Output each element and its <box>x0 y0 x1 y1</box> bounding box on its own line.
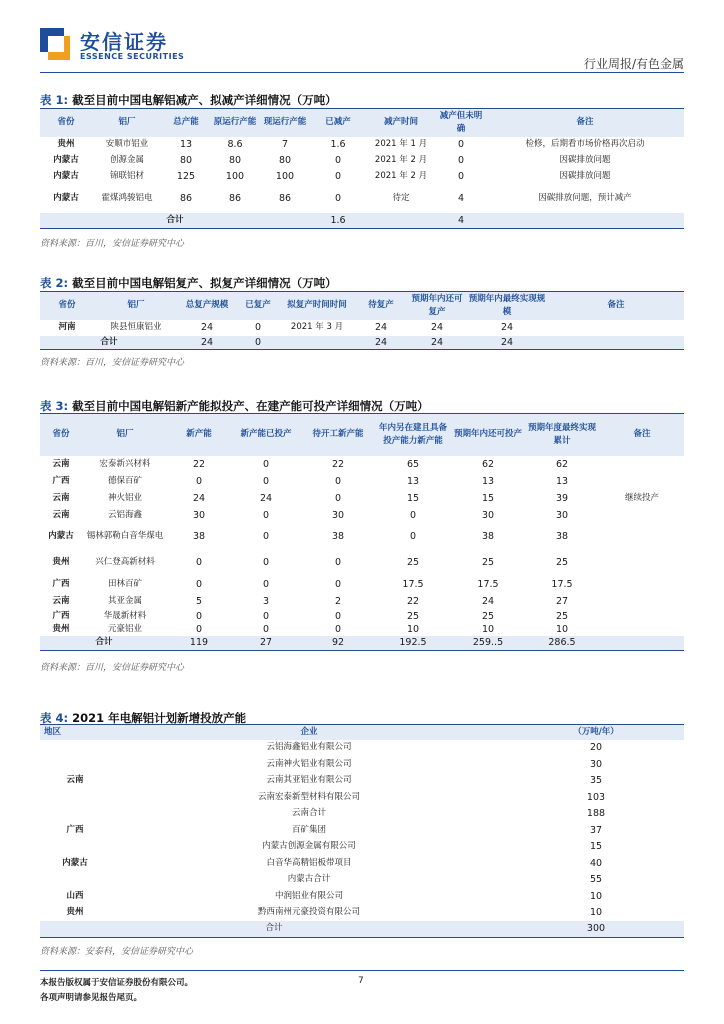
table-cell: 30 <box>481 509 495 521</box>
total-cell: 286.5 <box>524 636 600 651</box>
table-cell: 0 <box>457 171 465 182</box>
total-cell: 27 <box>230 636 302 651</box>
total-label: 合计 <box>40 213 310 229</box>
table-cell: 10 <box>406 623 420 635</box>
table-cell <box>40 839 110 856</box>
table-cell: 内蒙古 <box>48 531 74 541</box>
table4-header-cell: 企业 <box>110 725 508 740</box>
table-cell: 24 <box>481 595 495 607</box>
table2-header-cell: 备注 <box>548 292 684 320</box>
table-row <box>40 623 684 636</box>
table4-total-row <box>40 921 684 937</box>
table3-header-cell: 待开工新产能 <box>302 414 374 456</box>
table-cell: 广西 <box>52 475 70 486</box>
table-row <box>40 756 684 773</box>
table-cell: 65 <box>406 458 420 470</box>
table2-header-cell: 铝厂 <box>94 292 178 320</box>
table1-caption: 截至目前中国电解铝减产、拟减产详细情况（万吨） <box>72 93 337 107</box>
table-cell: 0 <box>254 322 262 333</box>
table-cell: 0 <box>409 509 417 521</box>
table3-header-cell: 新产能 <box>168 414 230 456</box>
table-row <box>40 320 684 336</box>
table-cell: 元豪铝业 <box>107 623 142 634</box>
table1-header-row <box>40 109 684 137</box>
table-cell: 13 <box>555 475 569 487</box>
table-cell: 神火铝业 <box>107 492 142 503</box>
table-cell: 30 <box>331 509 345 521</box>
table1-label: 表 1: <box>40 93 69 107</box>
table-cell: 云南宏泰新型材料有限公司 <box>257 791 360 802</box>
table-cell: 云南神火铝业有限公司 <box>266 758 352 769</box>
table1-total-row <box>40 213 684 229</box>
table-cell <box>548 320 684 336</box>
table-cell: 内蒙古 <box>53 193 79 203</box>
table-cell <box>40 789 110 806</box>
total-cell: 24 <box>178 336 236 350</box>
table3-header-cell: 新产能已投产 <box>230 414 302 456</box>
table-cell: 103 <box>586 791 606 803</box>
table3-header-row <box>40 414 684 456</box>
table-cell: 37 <box>589 824 603 836</box>
table-cell: 0 <box>457 139 465 150</box>
table-cell: 宏泰新兴材料 <box>99 458 151 469</box>
table-cell: 德保百矿 <box>107 475 142 486</box>
table-cell: 云南 <box>66 775 84 786</box>
table1-header-cell: 省份 <box>40 109 92 137</box>
table-row <box>40 789 684 806</box>
table-cell: 0 <box>262 610 270 622</box>
table-cell: 0 <box>334 492 342 504</box>
table-cell: 10 <box>589 907 603 919</box>
table1-header-cell: 总产能 <box>162 109 210 137</box>
table-cell: 0 <box>262 623 270 635</box>
table3-header-cell: 铝厂 <box>82 414 168 456</box>
logo-mark-icon <box>40 28 70 60</box>
table-row <box>40 185 684 213</box>
table2-header-cell: 省份 <box>40 292 94 320</box>
table-cell: 0 <box>262 557 270 568</box>
table-cell: 云南其亚铝业有限公司 <box>266 775 352 786</box>
table-cell: 10 <box>555 623 569 635</box>
table-cell: 86 <box>228 193 242 204</box>
table-cell: 0 <box>409 531 417 542</box>
table3-source: 资料来源：百川，安信证券研究中心 <box>40 663 185 673</box>
total-label: 合计 <box>40 336 178 350</box>
table-cell: 86 <box>278 193 292 204</box>
table-cell: 25 <box>555 610 569 622</box>
table-cell: 待定 <box>392 193 410 203</box>
total-cell: 0 <box>236 336 280 350</box>
table2-header-cell: 待复产 <box>354 292 408 320</box>
table-cell: 188 <box>586 808 606 820</box>
table-cell: 检修，后期看市场价格再次启动 <box>525 139 645 149</box>
table-cell: 安顺市铝业 <box>105 139 149 149</box>
table-row <box>40 507 684 524</box>
table-cell: 24 <box>430 322 444 333</box>
table2-header-cell: 总复产规模 <box>178 292 236 320</box>
table4-header-row <box>40 725 684 740</box>
table3-total-row <box>40 636 684 651</box>
table3-header-cell: 年内另在建且具备投产能力新产能 <box>374 414 452 456</box>
table-cell: 38 <box>555 531 569 542</box>
table-cell: 云南 <box>52 509 70 520</box>
table1-header-cell: 原运行产能 <box>210 109 260 137</box>
table2-total-row <box>40 336 684 350</box>
table-cell <box>40 740 110 757</box>
total-cell: 300 <box>508 921 684 937</box>
table-cell: 2021 年 1 月 <box>374 139 428 149</box>
table-cell: 2021 年 3 月 <box>290 322 344 332</box>
table-cell: 贵州 <box>52 623 70 634</box>
table-cell: 2021 年 2 月 <box>374 171 428 181</box>
table1-header-cell: 减产时间 <box>366 109 436 137</box>
table-row <box>40 905 684 922</box>
table-cell: 15 <box>406 492 420 504</box>
table-cell <box>40 756 110 773</box>
table-cell: 锦联铝材 <box>109 171 144 181</box>
table-cell: 0 <box>334 623 342 635</box>
table-cell: 38 <box>481 531 495 542</box>
table-cell: 100 <box>275 171 295 182</box>
table1-header-cell: 现运行产能 <box>260 109 310 137</box>
table-cell <box>40 872 110 889</box>
table4-header-cell: 地区 <box>40 725 110 740</box>
table-row <box>40 872 684 889</box>
table-cell: 0 <box>195 475 203 487</box>
table-cell: 云南 <box>52 458 70 469</box>
table-cell: 陕县恒康铝业 <box>110 322 162 332</box>
table-cell: 0 <box>195 557 203 568</box>
table1-title <box>40 92 337 108</box>
table-cell: 因碳排放问题，预计减产 <box>538 193 632 203</box>
table-cell: 百矿集团 <box>291 824 326 835</box>
table-cell: 15 <box>589 841 603 853</box>
table2-header-cell: 拟复产时间时间 <box>280 292 354 320</box>
table-cell: 黔西南州元豪投资有限公司 <box>257 907 360 918</box>
total-cell: 24 <box>408 336 466 350</box>
table-cell: 内蒙古 <box>53 171 79 181</box>
table4 <box>40 724 684 938</box>
report-sector: 行业周报/有色金属 <box>583 57 684 71</box>
table-row <box>40 593 684 610</box>
table-cell: 40 <box>589 857 603 869</box>
table-row <box>40 822 684 839</box>
table-cell: 25 <box>555 557 569 568</box>
table-cell: 80 <box>228 155 242 166</box>
table-cell: 0 <box>262 458 270 470</box>
table-cell: 内蒙古合计 <box>287 874 331 885</box>
table4-caption: 2021 年电解铝计划新增投放产能 <box>72 711 247 725</box>
table-cell: 霍煤鸿骏铝电 <box>101 193 153 203</box>
table-cell: 24 <box>500 322 514 333</box>
table-row <box>40 576 684 593</box>
table-cell: 0 <box>262 531 270 542</box>
table-cell: 38 <box>192 531 206 542</box>
table-cell: 30 <box>192 509 206 521</box>
table2-header-cell: 预期年内还可复产 <box>408 292 466 320</box>
table-cell: 云铝海鑫铝业有限公司 <box>266 742 352 753</box>
table1-source: 资料来源：百川，安信证券研究中心 <box>40 239 185 249</box>
table-cell: 24 <box>374 322 388 333</box>
table-cell: 13 <box>179 139 193 150</box>
table-cell: 13 <box>481 475 495 487</box>
table-cell: 17.5 <box>402 578 424 590</box>
logo-english-name: ESSENCE SECURITIES <box>80 52 185 61</box>
total-cell: 92 <box>302 636 374 651</box>
table2-header-cell: 预期年内最终实现规模 <box>466 292 548 320</box>
total-cell: 4 <box>436 213 486 229</box>
table-cell: 0 <box>334 578 342 590</box>
table2-header-cell: 已复产 <box>236 292 280 320</box>
table-cell: 3 <box>262 595 270 607</box>
table-row <box>40 137 684 153</box>
table-cell: 25 <box>481 610 495 622</box>
table-cell <box>40 806 110 823</box>
table-cell: 0 <box>334 155 342 166</box>
table-cell: 30 <box>589 758 603 770</box>
table1-header-cell: 减产但未明确 <box>436 109 486 137</box>
table-cell: 22 <box>331 458 345 470</box>
table-cell: 贵州 <box>52 557 70 567</box>
table-row <box>40 839 684 856</box>
table-cell: 1.6 <box>330 139 346 150</box>
table-cell: 22 <box>192 458 206 470</box>
table-cell: 0 <box>334 475 342 487</box>
table-cell <box>600 623 684 636</box>
table-row <box>40 740 684 757</box>
table-row <box>40 490 684 507</box>
table-cell: 4 <box>457 193 465 204</box>
table-cell: 因碳排放问题 <box>559 171 611 181</box>
total-cell: 259..5 <box>452 636 524 651</box>
table2 <box>40 291 684 350</box>
table-cell: 25 <box>406 557 420 568</box>
table-cell: 内蒙古 <box>53 155 79 165</box>
table-cell: 贵州 <box>66 907 84 918</box>
table-cell: 62 <box>481 458 495 470</box>
table-cell: 25 <box>406 610 420 622</box>
table-row <box>40 473 684 490</box>
table-cell: 62 <box>555 458 569 470</box>
table-cell <box>600 507 684 524</box>
table-cell: 中润铝业有限公司 <box>274 890 343 901</box>
table-cell: 0 <box>334 557 342 568</box>
total-cell: 24 <box>466 336 548 350</box>
table-cell: 17.5 <box>551 578 573 590</box>
table-cell: 山西 <box>66 890 84 901</box>
table-cell: 39 <box>555 492 569 504</box>
header-divider <box>40 72 684 73</box>
table-cell: 0 <box>195 578 203 590</box>
copyright-notice: 本报告版权属于安信证券股份有限公司。 <box>40 978 194 988</box>
table1-header-cell: 铝厂 <box>92 109 162 137</box>
table-row <box>40 153 684 169</box>
table-row <box>40 610 684 623</box>
table-cell: 80 <box>278 155 292 166</box>
table-cell: 38 <box>331 531 345 542</box>
table-cell <box>600 550 684 576</box>
table3-title <box>40 398 429 414</box>
table-cell: 2 <box>334 595 342 607</box>
table-cell: 0 <box>334 610 342 622</box>
logo-chinese-name: 安信证券 <box>80 30 168 54</box>
table-cell: 24 <box>192 492 206 504</box>
table2-source: 资料来源：百川，安信证券研究中心 <box>40 358 185 368</box>
table-cell: 0 <box>334 193 342 204</box>
table-cell: 13 <box>406 475 420 487</box>
table-cell: 锡林郭勒白音华煤电 <box>86 531 164 541</box>
table-row <box>40 456 684 473</box>
table-row <box>40 550 684 576</box>
table-row <box>40 169 684 185</box>
table-cell: 0 <box>262 475 270 487</box>
table3-header-cell: 备注 <box>600 414 684 456</box>
table-cell: 云南合计 <box>291 808 326 819</box>
table-cell: 24 <box>259 492 273 504</box>
table-cell: 内蒙古创源金属有限公司 <box>262 841 356 852</box>
total-cell: 119 <box>168 636 230 651</box>
table-cell: 内蒙古 <box>62 857 88 868</box>
table1 <box>40 108 684 229</box>
table-cell <box>600 524 684 550</box>
table3-header-cell: 预期年度最终实现累计 <box>524 414 600 456</box>
table-cell: 云南 <box>52 492 70 503</box>
table2-title <box>40 275 337 291</box>
table-cell: 7 <box>281 139 289 150</box>
table-cell: 云铝海鑫 <box>107 509 142 520</box>
table-cell: 86 <box>179 193 193 204</box>
total-label: 合计 <box>40 636 168 651</box>
table-cell <box>600 473 684 490</box>
table3-label: 表 3: <box>40 399 69 413</box>
table-cell: 10 <box>589 890 603 902</box>
table-cell: 0 <box>262 509 270 521</box>
table-row <box>40 855 684 872</box>
table-row <box>40 524 684 550</box>
table-cell: 田林百矿 <box>107 578 142 589</box>
table-cell: 35 <box>589 775 603 787</box>
table-cell: 55 <box>589 874 603 886</box>
table-cell: 8.6 <box>227 139 243 150</box>
table-cell: 27 <box>555 595 569 607</box>
page-number: 7 <box>358 976 364 986</box>
table-cell <box>600 593 684 610</box>
table3-header-cell: 预期年内还可投产 <box>452 414 524 456</box>
table-cell <box>600 456 684 473</box>
table-cell: 80 <box>179 155 193 166</box>
table-cell: 贵州 <box>57 139 75 149</box>
table3-header-cell: 省份 <box>40 414 82 456</box>
table4-header-cell: （万吨/年） <box>508 725 684 740</box>
table1-header-cell: 已减产 <box>310 109 366 137</box>
disclaimer-notice: 各项声明请参见报告尾页。 <box>40 993 143 1003</box>
table-cell: 125 <box>176 171 196 182</box>
table-row <box>40 888 684 905</box>
table-cell: 0 <box>262 578 270 590</box>
table-cell: 25 <box>481 557 495 568</box>
company-logo <box>40 26 200 66</box>
table-cell: 17.5 <box>477 578 499 590</box>
table-cell: 因碳排放问题 <box>559 155 611 165</box>
table-cell: 其亚金属 <box>107 595 142 606</box>
total-cell: 24 <box>354 336 408 350</box>
table-cell: 0 <box>195 610 203 622</box>
table-cell: 白音华高精铝板带项目 <box>266 857 352 868</box>
table-row <box>40 773 684 790</box>
table-cell: 广西 <box>52 578 70 589</box>
table3 <box>40 413 684 651</box>
table4-source: 资料来源：安泰科，安信证券研究中心 <box>40 947 194 957</box>
table-cell: 20 <box>589 742 603 754</box>
table-cell: 10 <box>481 623 495 635</box>
table-cell: 广西 <box>52 610 70 621</box>
table-cell: 22 <box>406 595 420 607</box>
table-cell: 继续投产 <box>624 492 659 503</box>
total-cell: 1.6 <box>310 213 366 229</box>
table-cell: 华晟新材料 <box>103 610 147 621</box>
table-cell: 2021 年 2 月 <box>374 155 428 165</box>
table1-header-cell: 备注 <box>486 109 684 137</box>
table2-label: 表 2: <box>40 276 69 290</box>
table-cell: 0 <box>334 171 342 182</box>
table4-label: 表 4: <box>40 711 69 725</box>
table-cell <box>600 576 684 593</box>
table-cell: 100 <box>225 171 245 182</box>
table2-header-row <box>40 292 684 320</box>
table-cell: 云南 <box>52 595 70 606</box>
total-label: 合计 <box>40 921 508 937</box>
table-cell: 5 <box>195 595 203 607</box>
table-cell: 30 <box>555 509 569 521</box>
table-cell <box>600 610 684 623</box>
table-cell: 24 <box>200 322 214 333</box>
table-cell: 0 <box>195 623 203 635</box>
table-row <box>40 806 684 823</box>
footer-divider <box>40 970 684 971</box>
table-cell: 创源金属 <box>109 155 144 165</box>
table-cell: 兴仁登高新材料 <box>95 557 155 567</box>
total-cell: 192.5 <box>374 636 452 651</box>
table-cell: 15 <box>481 492 495 504</box>
table3-caption: 截至目前中国电解铝新产能拟投产、在建产能可投产详细情况（万吨） <box>72 399 429 413</box>
table-cell: 广西 <box>66 824 84 835</box>
table-cell: 0 <box>457 155 465 166</box>
table2-caption: 截至目前中国电解铝复产、拟复产详细情况（万吨） <box>72 276 337 290</box>
table-cell: 河南 <box>58 322 76 332</box>
